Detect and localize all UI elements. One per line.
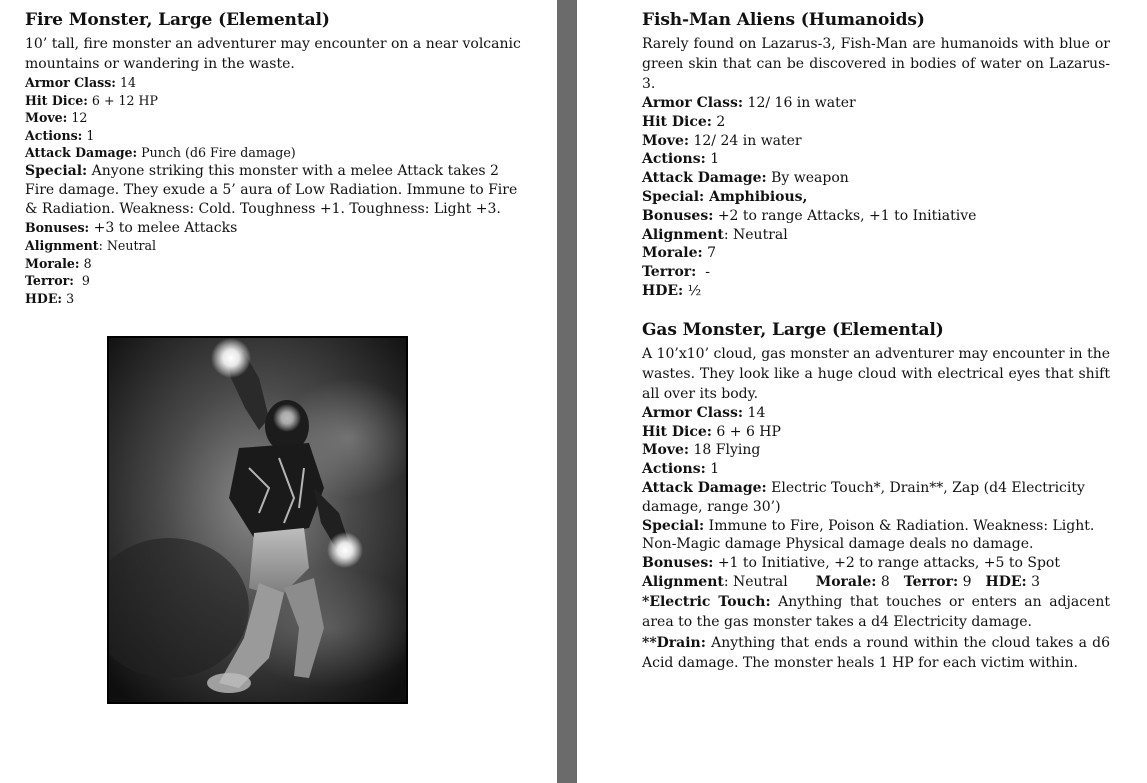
stat-special (642, 517, 1110, 555)
stat-label: Special: (642, 517, 705, 534)
stat-label: Attack Damage: (642, 170, 767, 187)
stat-value: By weapon (766, 170, 849, 187)
stat-value: - (696, 264, 710, 281)
stat-label: Attack Damage: (642, 479, 767, 496)
stat-value: 14 (743, 404, 766, 421)
section-spacer (642, 301, 1110, 318)
stat-value: 18 Flying (689, 442, 761, 459)
stat-label: Armor Class: (25, 75, 116, 90)
left-page (0, 0, 557, 783)
stat-value: Amphibious, (704, 188, 808, 205)
stat-value: 7 (702, 245, 717, 262)
stat-special (25, 162, 525, 219)
stat-terror (25, 272, 525, 290)
stat-terror (642, 263, 1110, 282)
stat-alignment (642, 226, 1110, 245)
stat-value: 12/ 16 in water (743, 95, 856, 111)
stat-value: ½ (683, 282, 702, 299)
stat-value: 1 (705, 461, 720, 478)
entry-description: Rarely found on Lazarus-3, Fish-Man are humanoids with blue or green skin that can be discovered in bodies of water on Lazarus-3. (642, 36, 1110, 92)
stat-value: Anything that touches or enters an adjacent area to the gas monster takes a d4 Electricity damage. (642, 593, 1110, 631)
stat-value: : Neutral (98, 238, 157, 253)
stat-morale (642, 244, 1110, 263)
stat-label: Hit Dice: (642, 113, 712, 130)
stat-hit-dice (642, 423, 1110, 442)
entry-description: A 10’x10’ cloud, gas monster an adventurer may encounter in the wastes. They look like a huge cloud with electrical eyes that shift all over its body. (642, 345, 1110, 402)
stat-inline-row (642, 573, 1110, 592)
stat-label: Move: (642, 442, 690, 459)
fire-monster-entry (25, 8, 525, 307)
stat-armor-class (642, 404, 1110, 423)
page-gutter (557, 0, 577, 783)
stat-value: Anyone striking this monster with a melee Attack takes 2 Fire damage. They exude a 5’ aura of Low Radiation. Immune to Fire & Radiation. Weakness: Cold. Toughness +1. Toughness: Light +3. (25, 162, 518, 217)
stat-value: : Neutral (723, 573, 788, 590)
stat-morale (25, 255, 525, 273)
stat-label: Morale: (25, 255, 80, 271)
stat-label: Attack Damage: (25, 145, 138, 160)
stat-value: 9 (958, 573, 972, 590)
stat-value: 3 (1026, 573, 1041, 590)
stat-value: Anything that ends a round within the cloud takes a d6 Acid damage. The monster heals 1 HP for each victim within. (642, 634, 1110, 672)
entry-description: 10’ tall, fire monster an adventurer may encounter on a near volcanic mountains or wandering in the waste. (25, 36, 521, 72)
entry-title: Fish-Man Aliens (Humanoids) (642, 10, 925, 30)
stat-value: 6 + 6 HP (711, 423, 781, 440)
stat-label: Terror: (25, 273, 74, 288)
stat-hde (642, 282, 1110, 301)
stat-move (25, 109, 525, 127)
stat-hit-dice (25, 92, 525, 110)
stat-label: Hit Dice: (25, 92, 88, 108)
note-drain (642, 633, 1110, 674)
stat-label: Actions: (25, 127, 83, 143)
stat-label: Morale: (642, 245, 703, 262)
stat-label: Bonuses: (25, 219, 90, 235)
stat-label: Bonuses: (642, 555, 714, 572)
stat-label: Alignment (642, 226, 724, 243)
stat-value: 14 (115, 75, 136, 90)
entry-title: Gas Monster, Large (Elemental) (642, 319, 944, 340)
stat-value: Immune to Fire, Poison & Radiation. Weakness: Light. Non-Magic damage Physical damage deals no damage. (642, 517, 1095, 553)
stat-value: 9 (73, 273, 90, 288)
entry-title: Fire Monster, Large (Elemental) (25, 10, 330, 30)
stat-value: Electric Touch*, Drain**, Zap (d4 Electricity damage, range 30’) (642, 479, 1085, 515)
stat-bonuses (25, 219, 525, 238)
stat-label: Hit Dice: (642, 423, 712, 440)
stat-armor-class (642, 94, 1110, 113)
stat-armor-class (25, 74, 525, 92)
stat-label: Special: (642, 188, 705, 205)
note-electric-touch (642, 592, 1110, 633)
stat-label: Terror: (903, 573, 959, 590)
stat-value: : Neutral (723, 226, 788, 243)
stat-value: 6 + 12 HP (87, 92, 158, 108)
stat-actions (642, 150, 1110, 169)
stat-value: 1 (705, 151, 720, 168)
stat-bonuses (642, 554, 1110, 573)
stat-label: Special: (25, 162, 88, 179)
stat-move (642, 441, 1110, 460)
fire-monster-illustration (107, 336, 408, 704)
stat-label: Move: (642, 132, 690, 149)
right-column (642, 8, 1110, 674)
stat-actions (642, 460, 1110, 479)
stat-value: +3 to melee Attacks (89, 219, 238, 236)
stat-label: Move: (25, 110, 68, 125)
stat-label: HDE: (25, 290, 63, 306)
stat-label: Alignment (642, 573, 724, 590)
stat-label: HDE: (985, 573, 1027, 590)
stat-value: 8 (876, 573, 890, 590)
stat-value: 3 (62, 290, 75, 306)
right-page (577, 0, 1147, 783)
stat-move (642, 132, 1110, 151)
stat-label: Morale: (815, 573, 877, 590)
stat-value: 1 (82, 127, 95, 143)
stat-attack-damage (642, 479, 1110, 517)
stat-label: **Drain: (642, 634, 706, 651)
stat-value: 8 (79, 255, 92, 271)
stat-special (642, 188, 1110, 207)
stat-label: *Electric Touch: (642, 593, 771, 610)
stat-value: +1 to Initiative, +2 to range attacks, +5 to Spot (713, 555, 1060, 572)
fish-man-entry (642, 8, 1110, 301)
stat-label: Armor Class: (642, 404, 744, 421)
stat-bonuses (642, 207, 1110, 226)
stat-label: HDE: (642, 282, 684, 299)
stat-hit-dice (642, 113, 1110, 132)
stat-attack-damage (642, 169, 1110, 188)
stat-actions (25, 127, 525, 145)
stat-label: Bonuses: (642, 207, 714, 224)
stat-attack-damage (25, 144, 525, 162)
stat-value: 12 (67, 110, 88, 125)
stat-label: Alignment (25, 238, 99, 253)
stat-value: Punch (d6 Fire damage) (137, 145, 296, 160)
stat-label: Actions: (642, 151, 706, 168)
gas-monster-entry (642, 318, 1110, 674)
stat-value: +2 to range Attacks, +1 to Initiative (713, 207, 977, 224)
fire-monster-drawing (109, 338, 406, 702)
stat-value: 2 (711, 113, 726, 130)
stat-hde (25, 290, 525, 308)
stat-label: Armor Class: (642, 95, 744, 111)
stat-alignment (25, 237, 525, 255)
stat-value: 12/ 24 in water (689, 132, 802, 149)
stat-label: Terror: (642, 264, 697, 281)
stat-label: Actions: (642, 461, 706, 478)
